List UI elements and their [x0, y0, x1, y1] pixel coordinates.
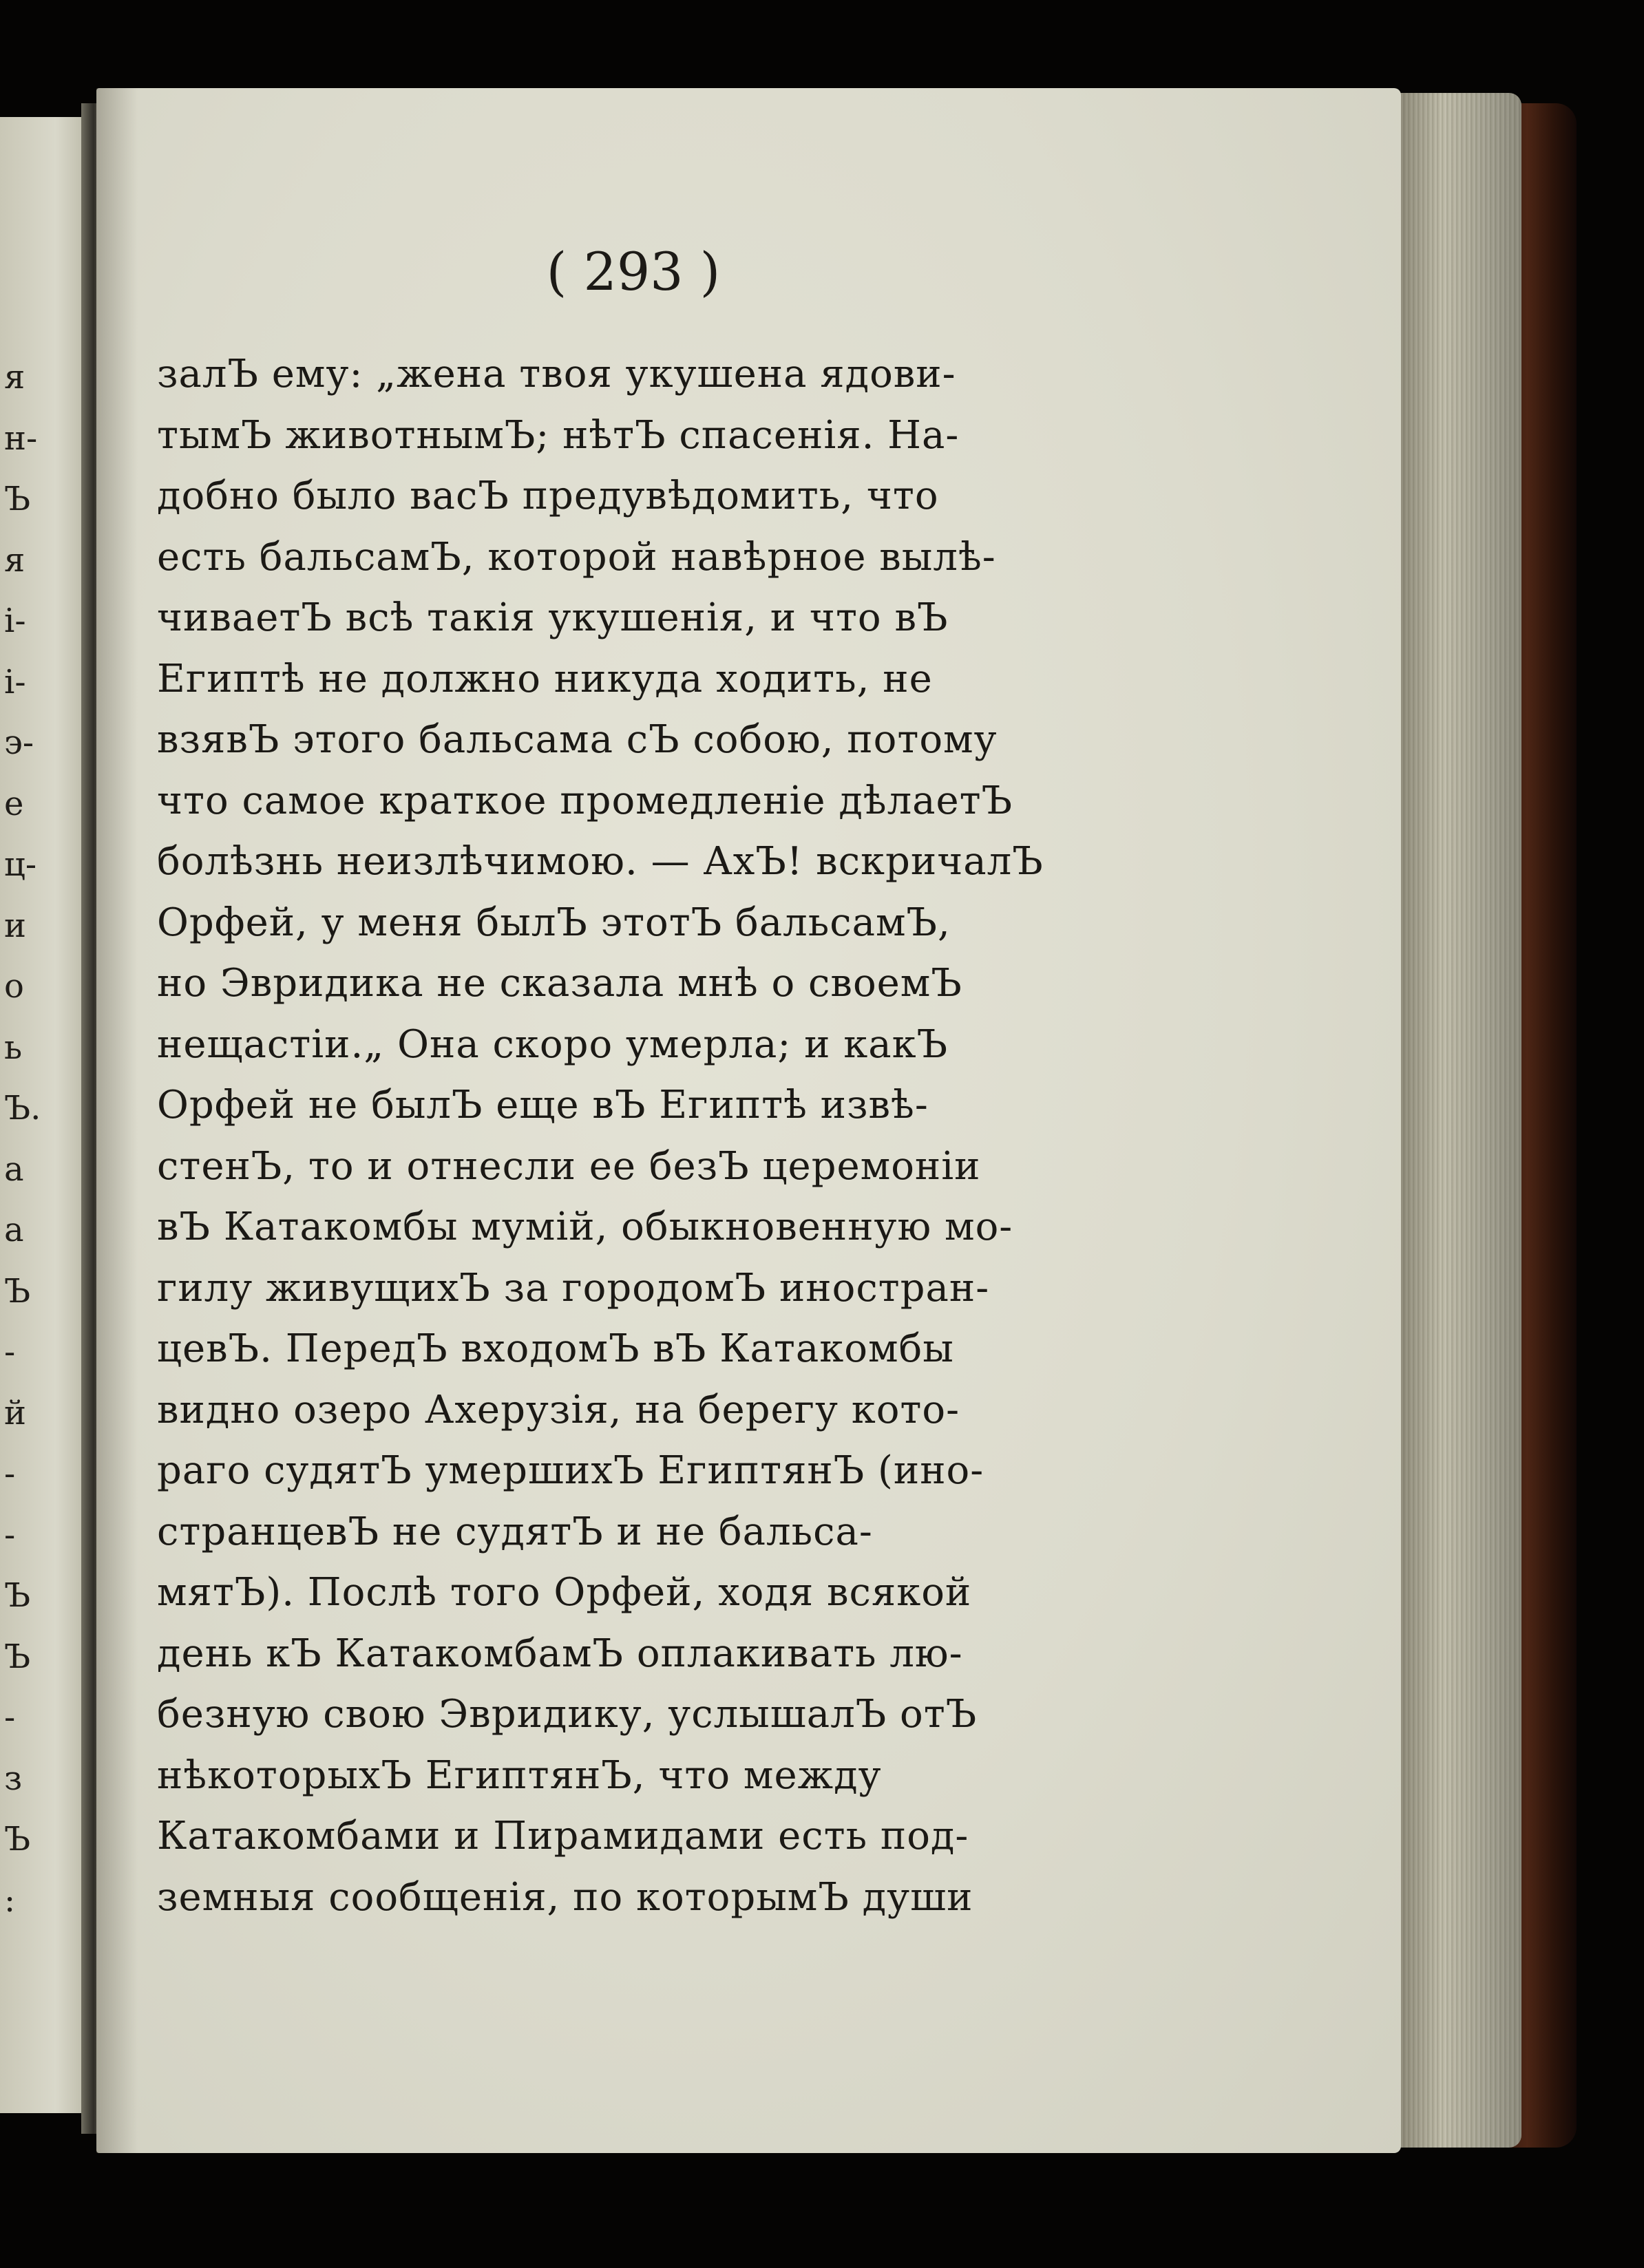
text-line: болѣзнь неизлѣчимою. — АхЪ! вскричалЪ	[157, 839, 1044, 884]
text-line: добно было васЪ предувѣдомить, что	[157, 474, 939, 518]
previous-page-fragment: и	[4, 907, 26, 945]
text-line: вЪ Катакомбы мумій, обыкновенную мо-	[157, 1205, 1013, 1249]
text-line: видно озеро Ахерузія, на берегу кото-	[157, 1388, 960, 1432]
text-line: стенЪ, то и отнесли ее безЪ церемоніи	[157, 1144, 981, 1189]
text-line: но Эвридика не сказала мнѣ о своемЪ	[157, 961, 962, 1006]
text-line: залЪ ему: „жена твоя укушена ядови-	[157, 352, 956, 396]
previous-page-fragment: -	[4, 1454, 16, 1493]
text-line: мятЪ). Послѣ того Орфей, ходя всякой	[157, 1570, 972, 1615]
text-line: Орфей, у меня былЪ этотЪ бальсамЪ,	[157, 900, 951, 945]
previous-page-fragment: Ъ.	[4, 1089, 41, 1127]
previous-page-fragment: ц-	[4, 845, 37, 884]
text-line: есть бальсамЪ, которой навѣрное вылѣ-	[157, 535, 996, 580]
text-line: тымЪ животнымЪ; нѣтЪ спасенія. На-	[157, 413, 960, 458]
previous-page-fragment: :	[4, 1881, 16, 1920]
previous-page-fragment: н-	[4, 419, 38, 458]
text-line: чиваетЪ всѣ такія укушенія, и что вЪ	[157, 595, 949, 640]
previous-page-fragment: я	[4, 358, 25, 396]
previous-page-fragment: я	[4, 541, 25, 580]
previous-page-fragment: Ъ	[4, 1820, 31, 1858]
previous-page-fragment: і-	[4, 663, 26, 701]
previous-page-fragment: а	[4, 1150, 24, 1189]
fore-edge-shading	[1391, 93, 1521, 2148]
previous-page-fragment: і-	[4, 602, 26, 640]
previous-page-fragment: ь	[4, 1028, 23, 1067]
previous-page-fragment: Ъ	[4, 480, 31, 518]
text-line: раго судятЪ умершихЪ ЕгиптянЪ (ино-	[157, 1448, 984, 1493]
text-line: гилу живущихЪ за городомЪ иностран-	[157, 1266, 990, 1311]
text-line: земныя сообщенія, по которымЪ души	[157, 1875, 973, 1920]
text-line: безную свою Эвридику, услышалЪ отЪ	[157, 1692, 978, 1737]
text-line: нещастіи.„ Она скоро умерла; и какЪ	[157, 1022, 949, 1067]
previous-page-fragment: -	[4, 1698, 16, 1737]
text-line: что самое краткое промедленіе дѣлаетЪ	[157, 778, 1013, 823]
previous-page-fragment: -	[4, 1333, 16, 1371]
previous-page-fragment: Ъ	[4, 1576, 31, 1615]
previous-page-fragment: з	[4, 1759, 23, 1798]
previous-page-fragment: е	[4, 785, 24, 823]
previous-page-fragment: й	[4, 1394, 26, 1432]
previous-page-fragment: а	[4, 1211, 24, 1249]
previous-page-fragment: о	[4, 967, 24, 1006]
text-line: нѣкоторыхЪ ЕгиптянЪ, что между	[157, 1753, 882, 1798]
text-line: Катакомбами и Пирамидами есть под-	[157, 1814, 969, 1858]
text-line: цевЪ. ПередЪ входомЪ вЪ Катакомбы	[157, 1326, 954, 1371]
previous-page-fragment: Ъ	[4, 1638, 31, 1676]
page-gutter-shadow	[96, 88, 138, 2153]
page-number: ( 293 )	[546, 241, 721, 302]
text-line: взявЪ этого бальсама сЪ собою, потому	[157, 717, 998, 762]
previous-page-fragment: -	[4, 1516, 16, 1554]
previous-page-fragment: Ъ	[4, 1272, 31, 1311]
text-line: Орфей не былЪ еще вЪ Египтѣ извѣ-	[157, 1083, 929, 1127]
text-line: Египтѣ не должно никуда ходить, не	[157, 657, 933, 701]
text-line: странцевЪ не судятЪ и не бальса-	[157, 1509, 873, 1554]
previous-page-fragment: э-	[4, 723, 34, 762]
text-line: день кЪ КатакомбамЪ оплакивать лю-	[157, 1631, 963, 1676]
